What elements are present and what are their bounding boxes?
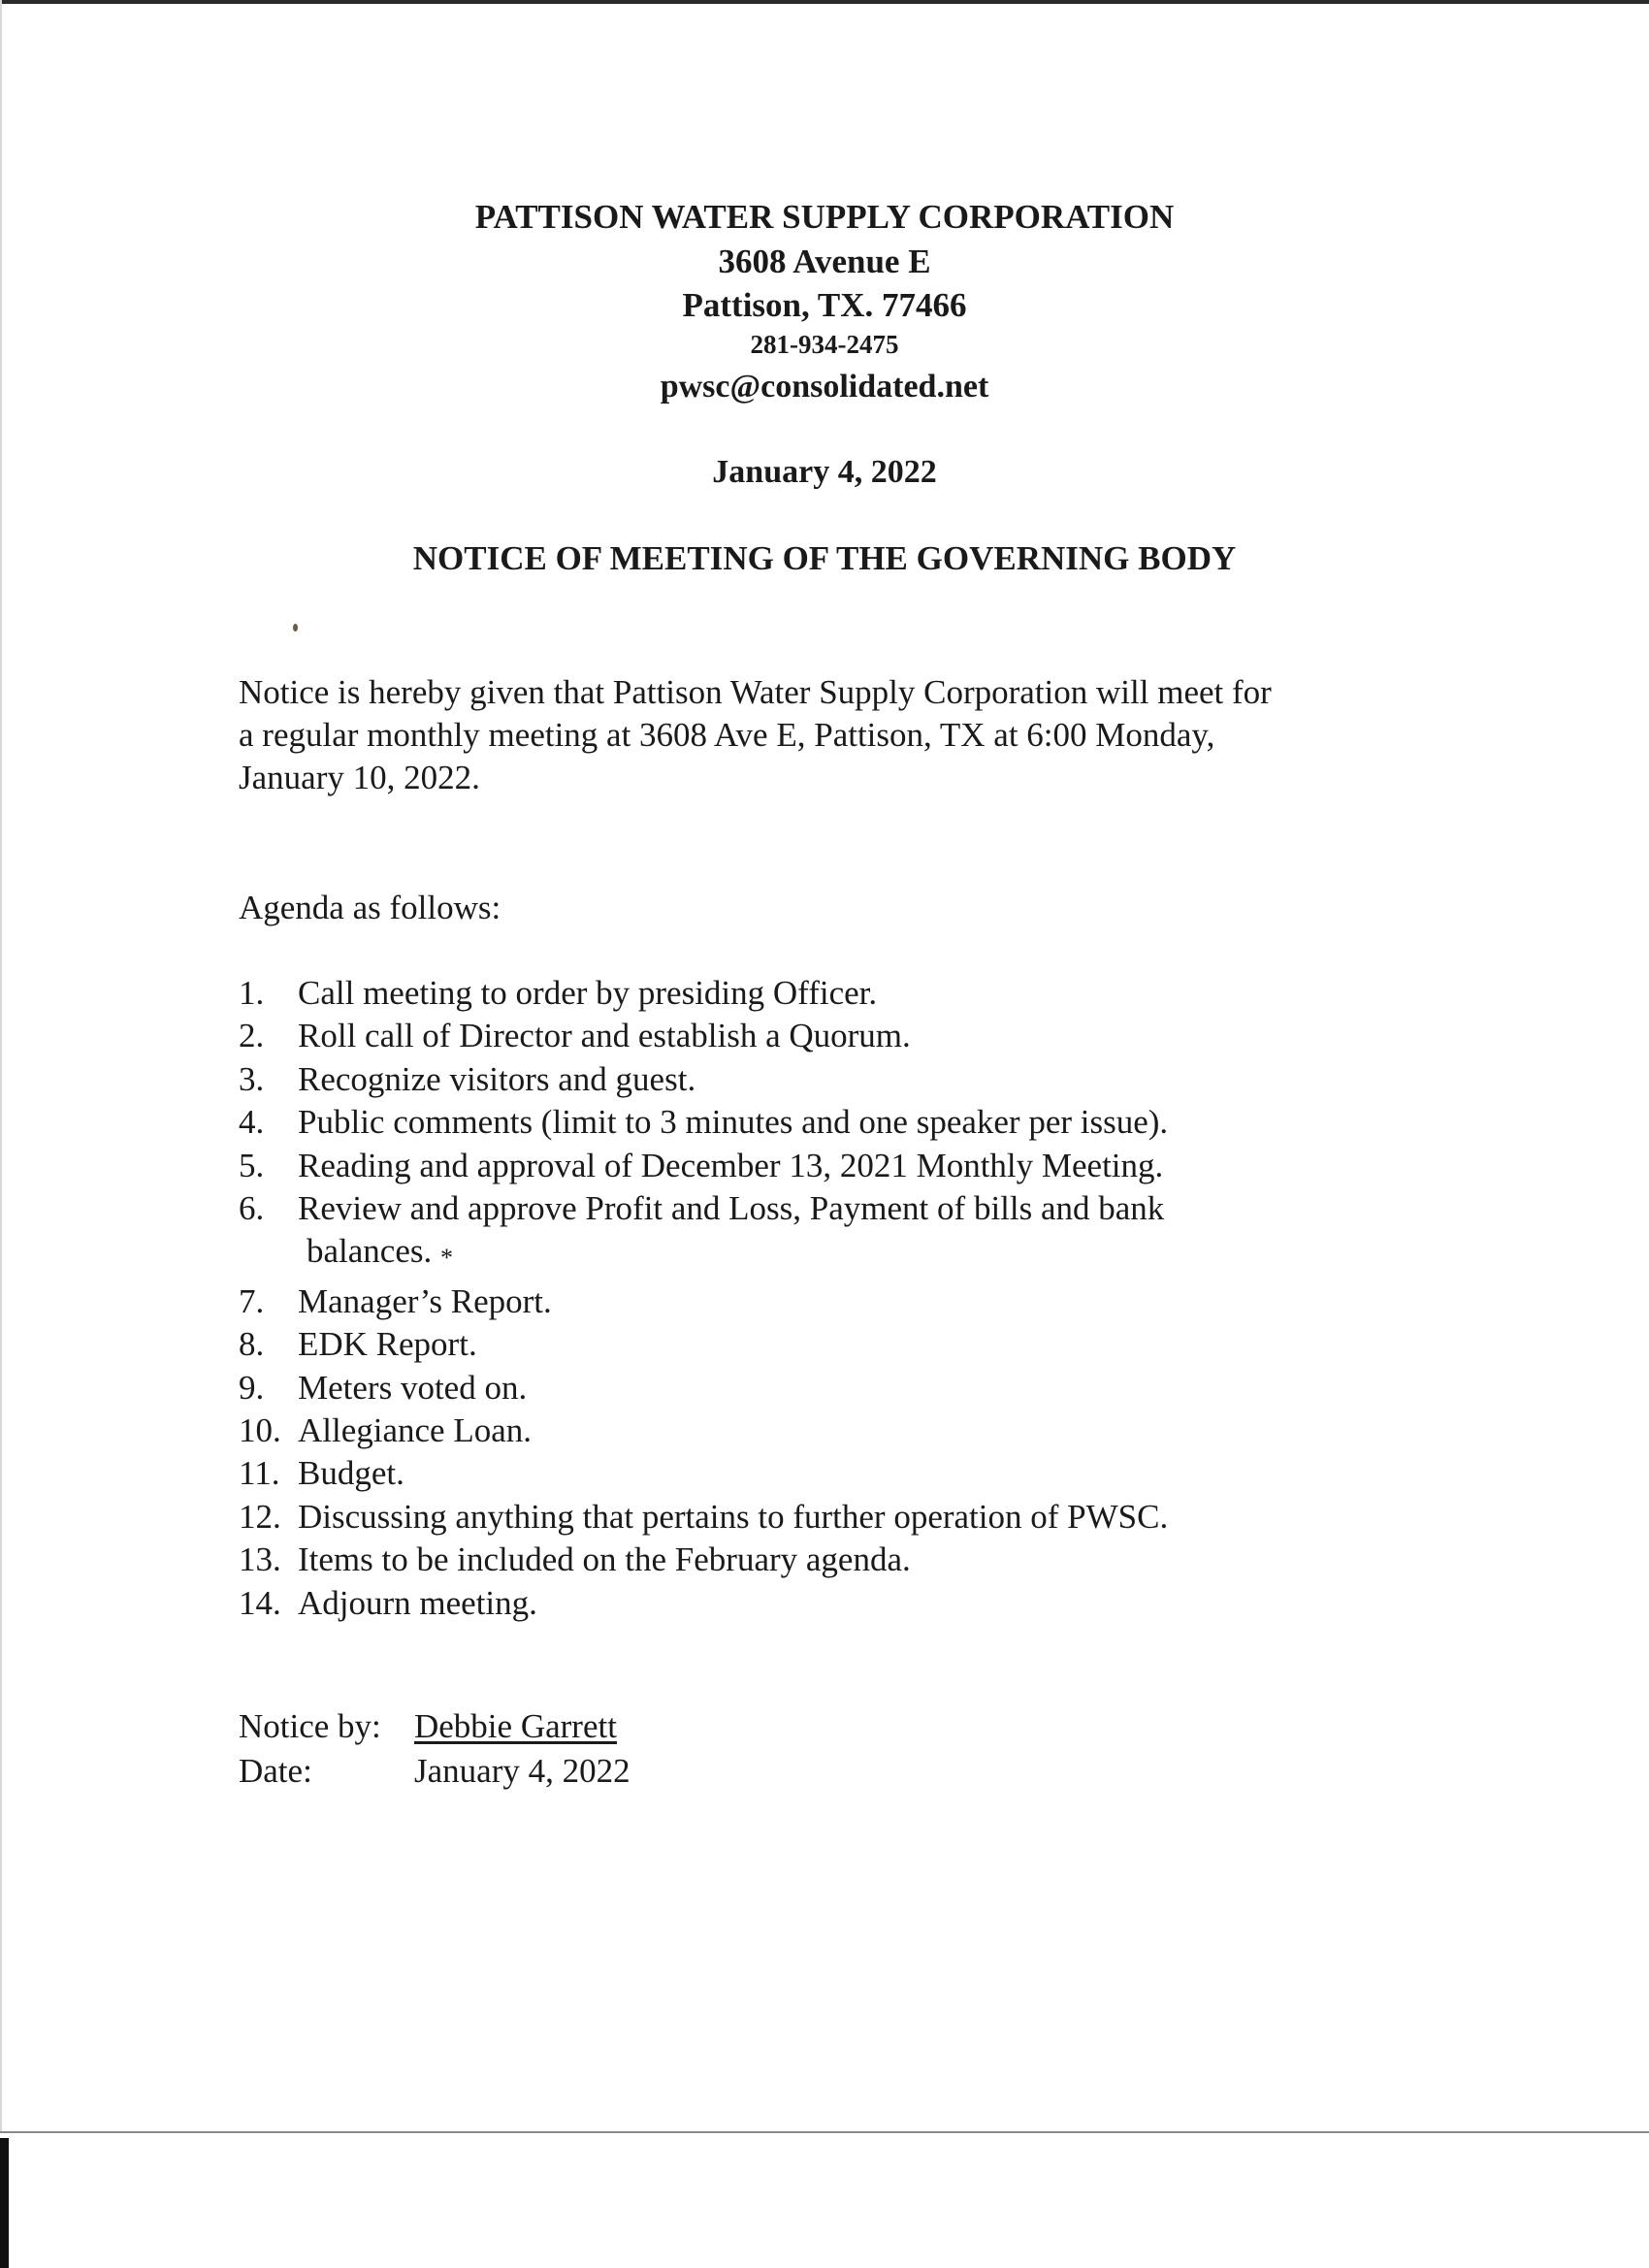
org-phone: 281-934-2475 bbox=[750, 330, 899, 359]
notice-title: NOTICE OF MEETING OF THE GOVERNING BODY bbox=[412, 539, 1237, 577]
agenda-item bbox=[239, 1280, 1403, 1323]
notice-date-row bbox=[239, 1752, 630, 1791]
notice-date-value: January 4, 2022 bbox=[414, 1752, 630, 1790]
agenda-item-number: 4. bbox=[239, 1103, 265, 1142]
agenda-item-text: Manager’s Report. bbox=[298, 1281, 552, 1320]
notice-paragraph bbox=[239, 671, 1461, 799]
scan-top-edge bbox=[0, 0, 1649, 4]
scan-shadow-bar bbox=[0, 2138, 9, 2268]
agenda-item-text: Roll call of Director and establish a Quorum. bbox=[298, 1017, 911, 1055]
agenda-item-number: 1. bbox=[239, 974, 265, 1012]
scan-speck bbox=[293, 624, 298, 632]
agenda-list bbox=[239, 972, 1403, 1625]
agenda-item bbox=[239, 1101, 1403, 1144]
agenda-item-number: 10. bbox=[239, 1411, 281, 1450]
agenda-item-number: 9. bbox=[239, 1368, 265, 1407]
agenda-item-number: 2. bbox=[239, 1017, 265, 1055]
agenda-item-text: Review and approve Profit and Loss, Payment of bills and bank bbox=[298, 1189, 1165, 1228]
notice-by-name: Debbie Garrett bbox=[414, 1707, 617, 1745]
notice-paragraph-line: a regular monthly meeting at 3608 Ave E, Pattison, TX at 6:00 Monday, bbox=[239, 716, 1215, 754]
agenda-item-number: 3. bbox=[239, 1059, 265, 1098]
agenda-item-text: Public comments (limit to 3 minutes and one speaker per issue). bbox=[298, 1103, 1169, 1142]
agenda-item bbox=[239, 1145, 1403, 1187]
agenda-item bbox=[239, 1367, 1403, 1409]
notice-by-row bbox=[239, 1707, 617, 1746]
handwritten-mark: * bbox=[439, 1244, 453, 1273]
agenda-item-text: Call meeting to order by presiding Officer. bbox=[298, 974, 878, 1012]
agenda-item-text: EDK Report. bbox=[298, 1325, 477, 1364]
agenda-item-number: 14. bbox=[239, 1583, 281, 1622]
org-name: PATTISON WATER SUPPLY CORPORATION bbox=[474, 198, 1175, 236]
agenda-item-text: Discussing anything that pertains to further operation of PWSC. bbox=[298, 1497, 1169, 1536]
agenda-item-number: 11. bbox=[239, 1454, 280, 1493]
agenda-item-number: 8. bbox=[239, 1325, 265, 1364]
agenda-item-text: Meters voted on. bbox=[298, 1368, 528, 1407]
org-address: 3608 Avenue E bbox=[718, 243, 931, 280]
notice-date-label: Date: bbox=[239, 1752, 312, 1790]
agenda-heading: Agenda as follows: bbox=[239, 889, 501, 926]
agenda-item-number: 6. bbox=[239, 1189, 265, 1228]
agenda-item bbox=[239, 1187, 1403, 1280]
agenda-item-continuation: balances. bbox=[307, 1232, 433, 1271]
agenda-item-text: Budget. bbox=[298, 1454, 404, 1493]
agenda-item-text: Items to be included on the February agenda. bbox=[298, 1540, 911, 1579]
org-city: Pattison, TX. 77466 bbox=[682, 286, 967, 324]
agenda-item-text: Recognize visitors and guest. bbox=[298, 1059, 696, 1098]
agenda-item-number: 13. bbox=[239, 1540, 281, 1579]
scan-page-edge bbox=[0, 2131, 1649, 2133]
agenda-item bbox=[239, 1496, 1403, 1539]
notice-paragraph-line: January 10, 2022. bbox=[239, 759, 480, 796]
agenda-item bbox=[239, 1323, 1403, 1366]
agenda-item bbox=[239, 1015, 1403, 1057]
agenda-item-number: 5. bbox=[239, 1146, 265, 1184]
notice-date: January 4, 2022 bbox=[712, 454, 937, 490]
agenda-item-number: 7. bbox=[239, 1281, 265, 1320]
agenda-item bbox=[239, 1058, 1403, 1101]
org-email: pwsc@consolidated.net bbox=[660, 369, 989, 405]
agenda-item bbox=[239, 1582, 1403, 1625]
agenda-item-number: 12. bbox=[239, 1497, 281, 1536]
agenda-item bbox=[239, 1539, 1403, 1581]
agenda-item-text: Allegiance Loan. bbox=[298, 1411, 533, 1450]
agenda-item bbox=[239, 1452, 1403, 1495]
notice-paragraph-line: Notice is hereby given that Pattison Water Supply Corporation will meet for bbox=[239, 673, 1272, 711]
agenda-item-text: Adjourn meeting. bbox=[298, 1583, 537, 1622]
agenda-item bbox=[239, 1409, 1403, 1452]
agenda-item-text: Reading and approval of December 13, 2021 Monthly Meeting. bbox=[298, 1146, 1164, 1184]
agenda-item bbox=[239, 972, 1403, 1015]
notice-by-label: Notice by: bbox=[239, 1707, 381, 1745]
